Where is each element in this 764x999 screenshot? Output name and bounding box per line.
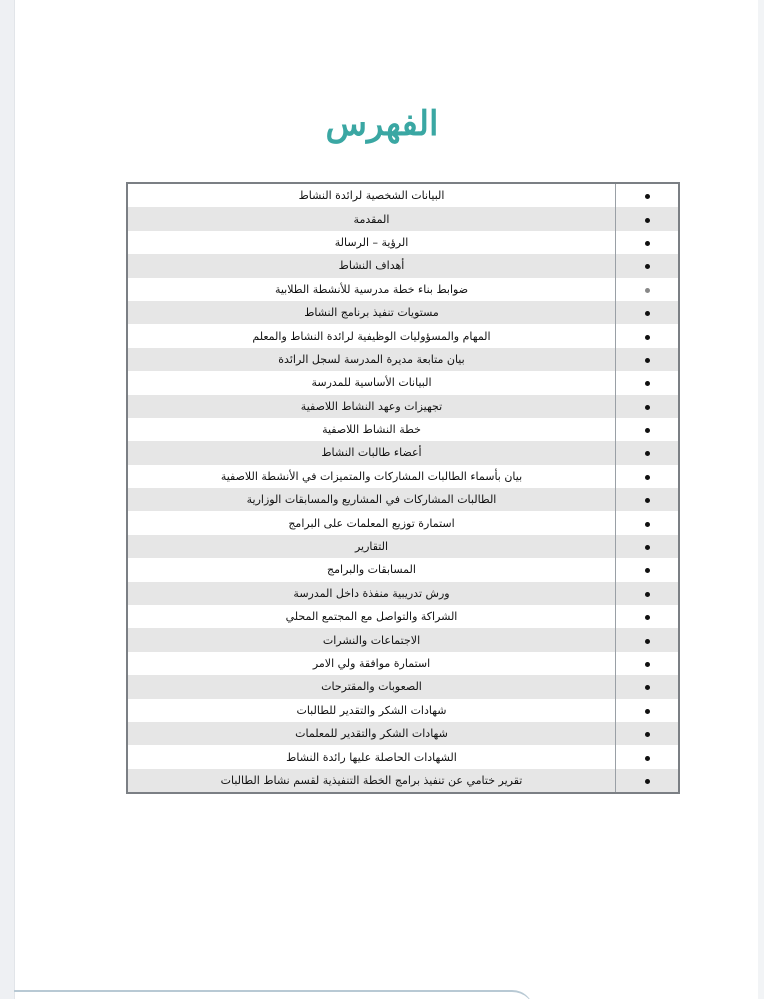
bullet-icon [645,709,650,714]
bullet-icon [645,545,650,550]
toc-item-label: الشراكة والتواصل مع المجتمع المحلي [285,610,458,624]
page-left-edge [0,0,15,999]
bullet-icon [645,615,650,620]
bullet-icon [645,732,650,737]
toc-row [128,418,678,441]
toc-bullet-cell [616,395,679,418]
toc-item-label: الاجتماعات والنشرات [322,633,421,647]
toc-row [128,348,678,371]
bullet-icon [645,639,650,644]
toc-bullet-cell [616,558,679,581]
toc-row [128,465,678,488]
bullet-icon [645,475,650,480]
toc-bullet-cell [616,324,679,347]
toc-item-label: الرؤية – الرسالة [334,235,409,249]
bullet-icon [645,264,650,269]
toc-bullet-cell [616,465,679,488]
bullet-icon [645,568,650,573]
toc-row [128,395,678,418]
decorative-footer-curve [14,990,534,999]
bullet-icon [645,662,650,667]
toc-item-label: بيان بأسماء الطالبات المشاركات والمتميزات في الأنشطة اللاصفية [220,469,523,483]
toc-item-label: استمارة توزيع المعلمات على البرامج [288,516,455,530]
toc-row [128,231,678,254]
toc-item-label: شهادات الشكر والتقدير للطالبات [296,703,447,717]
toc-item-label: المهام والمسؤوليات الوظيفية لرائدة النشاط والمعلم [252,329,491,343]
toc-item-label: المسابقات والبرامج [327,563,416,577]
toc-item-label: خطة النشاط اللاصفية [322,423,421,437]
toc-bullet-cell [616,628,679,651]
toc-table [128,184,678,792]
toc-item-label: استمارة موافقة ولي الامر [312,657,431,670]
toc-row [128,184,678,207]
toc-item-label: البيانات الأساسية للمدرسة [311,376,432,390]
toc-row [128,699,678,722]
table-of-contents [126,182,680,794]
toc-item-label: بيان متابعة مديرة المدرسة لسجل الرائدة [278,352,465,366]
toc-row [128,371,678,394]
bullet-icon [645,451,650,456]
toc-row [128,745,678,768]
toc-bullet-cell [616,511,679,534]
bullet-icon [645,405,650,410]
toc-item-label: أعضاء طالبات النشاط [321,446,422,460]
toc-item-label: مستويات تنفيذ برنامج النشاط [304,306,439,320]
toc-bullet-cell [616,348,679,371]
toc-item-label: أهداف النشاط [338,259,405,273]
toc-bullet-cell [616,488,679,511]
toc-item-label: تقرير ختامي عن تنفيذ برامج الخطة التنفيذية لقسم نشاط الطالبات [220,773,523,787]
toc-row [128,278,678,301]
bullet-icon [645,311,650,316]
toc-item-label: شهادات الشكر والتقدير للمعلمات [295,727,448,741]
toc-bullet-cell [616,605,679,628]
toc-bullet-cell [616,371,679,394]
toc-bullet-cell [616,675,679,698]
toc-bullet-cell [616,207,679,230]
toc-row [128,769,678,792]
bullet-icon [645,358,650,363]
bullet-icon [645,498,650,503]
toc-item-label: ورش تدريبية منفذة داخل المدرسة [293,586,450,600]
toc-row [128,301,678,324]
toc-row [128,628,678,651]
toc-bullet-cell [616,418,679,441]
bullet-icon [645,381,650,386]
toc-item-label: التقارير [354,540,389,554]
toc-bullet-cell [616,652,679,675]
bullet-icon [645,592,650,597]
toc-item-label: البيانات الشخصية لرائدة النشاط [298,189,445,203]
toc-row [128,488,678,511]
toc-row [128,207,678,230]
toc-row [128,652,678,675]
toc-bullet-cell [616,699,679,722]
toc-item-label: الشهادات الحاصلة عليها رائدة النشاط [286,750,457,764]
toc-item-label: ضوابط بناء خطة مدرسية للأنشطة الطلابية [274,282,469,296]
toc-bullet-cell [616,535,679,558]
toc-bullet-cell [616,745,679,768]
toc-bullet-cell [616,254,679,277]
bullet-icon [645,522,650,527]
toc-bullet-cell [616,722,679,745]
bullet-icon [645,194,650,199]
toc-bullet-cell [616,301,679,324]
toc-bullet-cell [616,278,679,301]
toc-row [128,511,678,534]
toc-item-label: الطالبات المشاركات في المشاريع والمسابقات الوزارية [246,493,497,507]
toc-row [128,558,678,581]
bullet-icon [645,335,650,340]
page-right-edge [758,0,764,999]
bullet-icon [645,428,650,433]
toc-row [128,441,678,464]
toc-row [128,324,678,347]
toc-row [128,722,678,745]
toc-row [128,535,678,558]
toc-bullet-cell [616,582,679,605]
toc-item-label: تجهيزات وعهد النشاط اللاصفية [300,399,443,413]
bullet-icon [645,756,650,761]
toc-item-label: المقدمة [353,212,390,226]
toc-bullet-cell [616,769,679,792]
toc-bullet-cell [616,231,679,254]
toc-row [128,582,678,605]
toc-bullet-cell [616,441,679,464]
page-title: الفهرس [325,104,439,144]
toc-bullet-cell [616,184,679,207]
bullet-icon [645,685,650,690]
bullet-icon [645,288,650,293]
toc-row [128,675,678,698]
toc-row [128,605,678,628]
bullet-icon [645,218,650,223]
toc-row [128,254,678,277]
toc-item-label: الصعوبات والمقترحات [321,680,422,694]
bullet-icon [645,241,650,246]
bullet-icon [645,779,650,784]
